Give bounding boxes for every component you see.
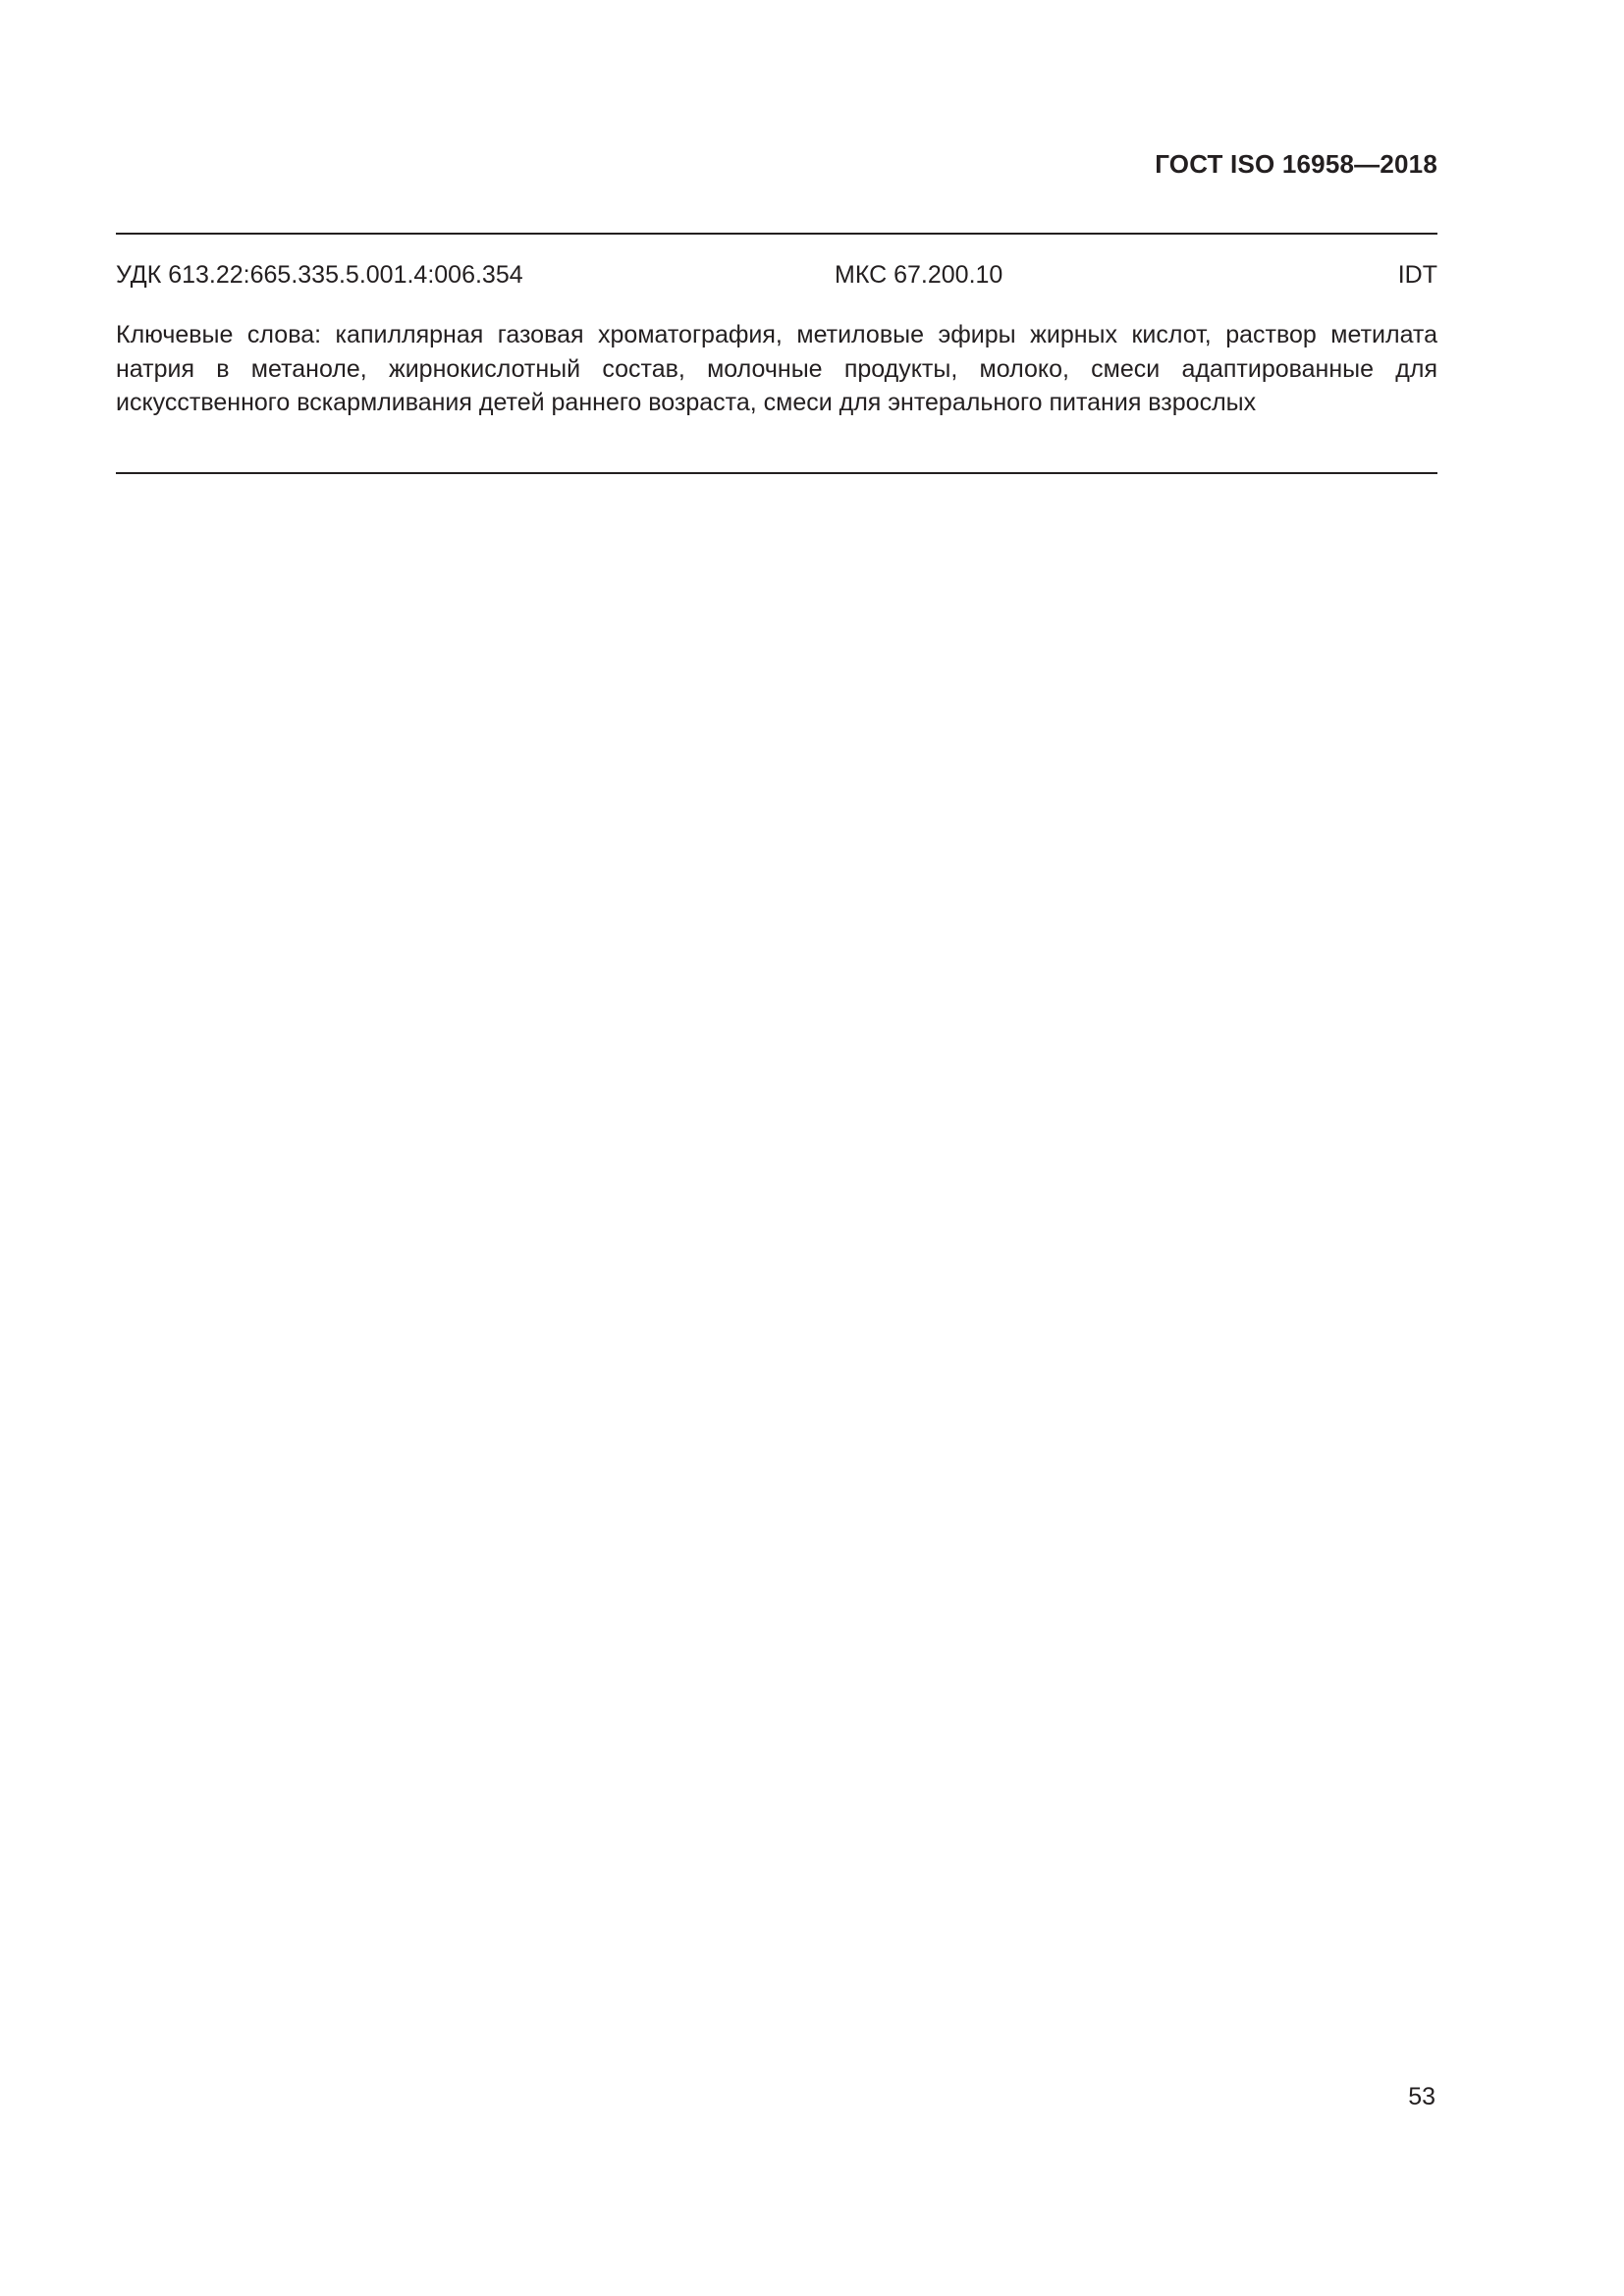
- top-divider: [116, 233, 1437, 235]
- ics-code: МКС 67.200.10: [835, 261, 1003, 289]
- document-code: ГОСТ ISO 16958—2018: [1155, 149, 1437, 179]
- keywords-paragraph: Ключевые слова: капиллярная газовая хроматография, метиловые эфиры жирных кислот, раствор метилата натрия в метаноле, жирнокислотный состав, молочные продукты, молоко, смеси адаптированные для искусственного вскармливания детей раннего возраста, смеси для энтерального питания взрослых: [116, 321, 1437, 416]
- bottom-divider: [116, 472, 1437, 474]
- page-number: 53: [1408, 2083, 1435, 2110]
- udc-code: УДК 613.22:665.335.5.001.4:006.354: [116, 261, 523, 289]
- equivalence-code: IDT: [1397, 261, 1437, 289]
